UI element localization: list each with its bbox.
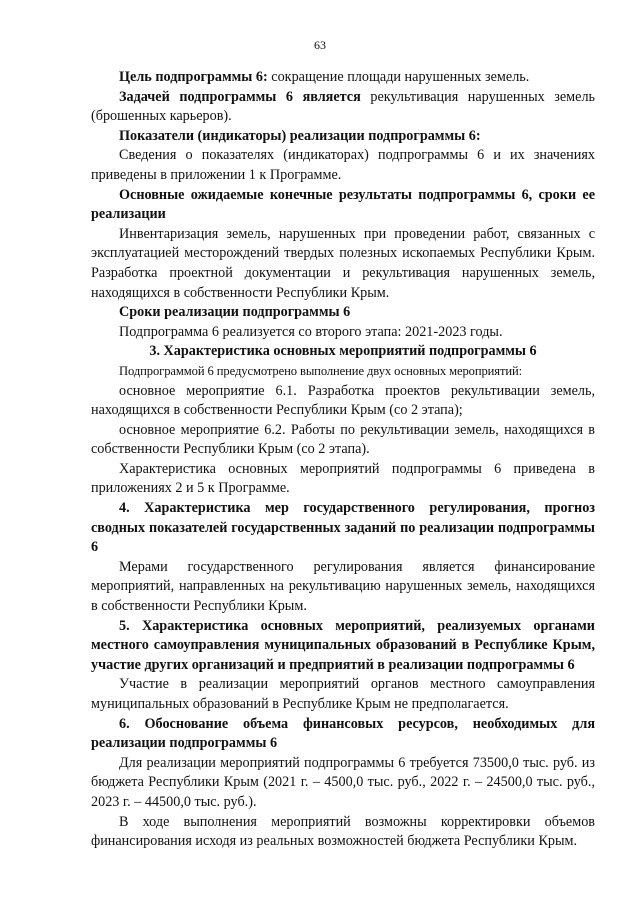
section-3-intro: Подпрограммой 6 предусмотрено выполнение двух основных мероприятий: <box>119 363 523 378</box>
document-body <box>91 68 595 852</box>
section-6-adjustment-paragraph: В ходе выполнения мероприятий возможны корректировки объемов финансирования исходя из реальных возможностей бюджета Республики Крым. <box>91 813 595 850</box>
measure-6-2-paragraph: основное мероприятие 6.2. Работы по рекультивации земель, находящихся в собственности Республики Крым (со 2 этапа). <box>91 421 595 458</box>
measures-reference-paragraph: Характеристика основных мероприятий подпрограммы 6 приведена в приложениях 2 и 5 к Программе. <box>91 460 595 497</box>
measure-6-1-paragraph: основное мероприятие 6.1. Разработка проектов рекультивации земель, находящихся в собственности Республики Крым (со 2 этапа); <box>91 382 595 419</box>
section-6-heading: 6. Обоснование объема финансовых ресурсов, необходимых для реализации подпрограммы 6 <box>91 715 595 752</box>
section-5-heading: 5. Характеристика основных мероприятий, реализуемых органами местного самоуправления муниципальных образований в Республике Крым, участие других организаций и предприятий в реализации подпрограммы 6 <box>91 617 595 673</box>
task-paragraph: Задачей подпрограммы 6 является рекультивация нарушенных земель (брошенных карьеров). <box>91 88 595 125</box>
timing-paragraph: Подпрограмма 6 реализуется со второго этапа: 2021-2023 годы. <box>119 323 503 340</box>
section-6-funding-paragraph: Для реализации мероприятий подпрограммы 6 требуется 73500,0 тыс. руб. из бюджета Республики Крым (2021 г. – 4500,0 тыс. руб., 2022 г. – 24500,0 тыс. руб., 2023 г. – 44500,0 тыс. руб.). <box>91 754 595 810</box>
results-heading: Основные ожидаемые конечные результаты подпрограммы 6, сроки ее реализации <box>91 186 595 223</box>
section-3-heading: 3. Характеристика основных мероприятий подпрограммы 6 <box>149 343 537 360</box>
results-paragraph: Инвентаризация земель, нарушенных при проведении работ, связанных с эксплуатацией месторождений твердых полезных ископаемых Республики Крым. Разработка проектной документации и рекультивация нарушенных земель, находящихся в собственности Республики Крым. <box>91 225 595 301</box>
indicators-heading: Показатели (индикаторы) реализации подпрограммы 6: <box>119 127 481 144</box>
indicators-paragraph: Сведения о показателях (индикаторах) подпрограммы 6 и их значениях приведены в приложении 1 к Программе. <box>91 147 595 183</box>
timing-heading: Сроки реализации подпрограммы 6 <box>119 304 351 321</box>
section-5-paragraph: Участие в реализации мероприятий органов местного самоуправления муниципальных образований в Республике Крым не предполагается. <box>91 676 595 712</box>
section-4-heading: 4. Характеристика мер государственного регулирования, прогноз сводных показателей государственных заданий по реализации подпрограммы 6 <box>91 500 595 556</box>
page-number: 63 <box>314 38 326 52</box>
goal-paragraph: Цель подпрограммы 6: сокращение площади нарушенных земель. <box>119 69 530 85</box>
section-4-paragraph: Мерами государственного регулирования является финансирование мероприятий, направленных на рекультивацию нарушенных земель, находящихся в собственности Республики Крым. <box>91 558 595 615</box>
